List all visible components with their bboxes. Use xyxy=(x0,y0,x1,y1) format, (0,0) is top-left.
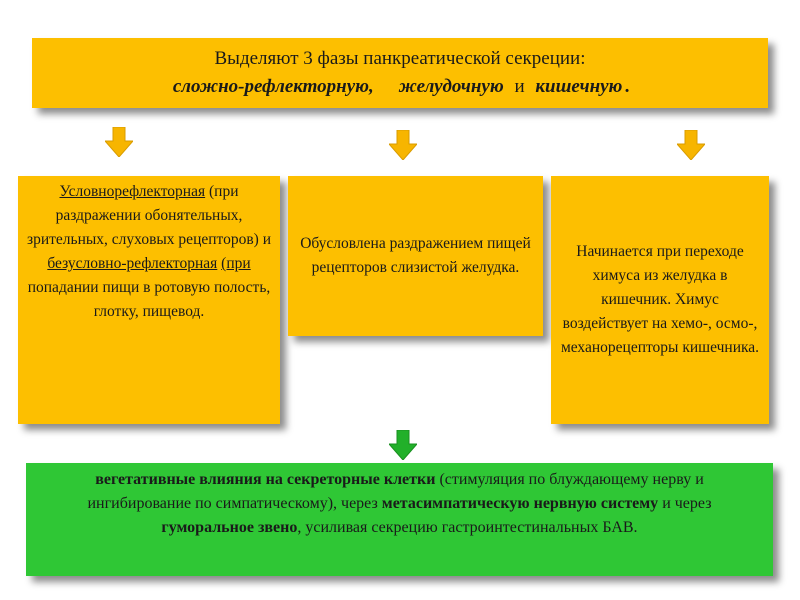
unconditioned-reflex-label: безусловно-рефлекторная xyxy=(47,255,218,272)
arrow-down-icon-left xyxy=(105,127,133,157)
regulation-box xyxy=(26,463,773,576)
intestinal-phase-text: Начинается при переходе химуса из желудка в кишечник. Химус воздействует на хемо-, осмо-, механорецепторы кишечника. xyxy=(560,243,760,356)
humoral-link: гуморальное звено xyxy=(161,519,298,536)
col1-text xyxy=(26,180,272,324)
vegetative-influences: вегетативные влияния на секреторные клетки xyxy=(95,471,436,488)
metasympathetic-system: метасимпатическую нервную систему xyxy=(381,495,659,512)
gastric-phase-box xyxy=(288,176,543,336)
regulation-text-1: (стимуляция по блуждающему нерву и ингибирование по симпатическому), через xyxy=(87,471,704,512)
phase-gastric: желудочную xyxy=(398,76,504,97)
intestinal-phase-box xyxy=(551,176,769,424)
regulation-text-3: , усиливая секрецию гастроинтестинальных БАВ. xyxy=(297,519,638,536)
phase-complex-reflex: сложно-рефлекторную, xyxy=(172,76,374,97)
title-box xyxy=(32,38,768,108)
title-phases xyxy=(32,73,768,101)
arrow-down-icon-right xyxy=(677,130,705,160)
gastric-phase-text: Обусловлена раздражением пищей рецепторов слизистой желудка. xyxy=(300,235,531,276)
complex-reflex-phase-box xyxy=(18,176,280,424)
phase-conj: и xyxy=(514,76,525,97)
title-period: . xyxy=(625,76,631,97)
conditioned-reflex-detail: (при раздражении обонятельных, зрительных, слуховых рецепторов) и xyxy=(26,183,272,248)
unconditioned-reflex-detail: попадании пищи в ротовую полость, глотку, пищевод. xyxy=(27,279,271,320)
title-line1: Выделяют 3 фазы панкреатической секреции: xyxy=(214,48,586,69)
regulation-text-2: и через xyxy=(658,495,712,512)
arrow-down-icon-green xyxy=(389,430,417,460)
conditioned-reflex-label: Условнорефлекторная xyxy=(59,183,206,200)
phase-intestinal: кишечную xyxy=(535,76,623,97)
unconditioned-detail-start: (при xyxy=(221,255,251,272)
arrow-down-icon-middle xyxy=(389,130,417,160)
